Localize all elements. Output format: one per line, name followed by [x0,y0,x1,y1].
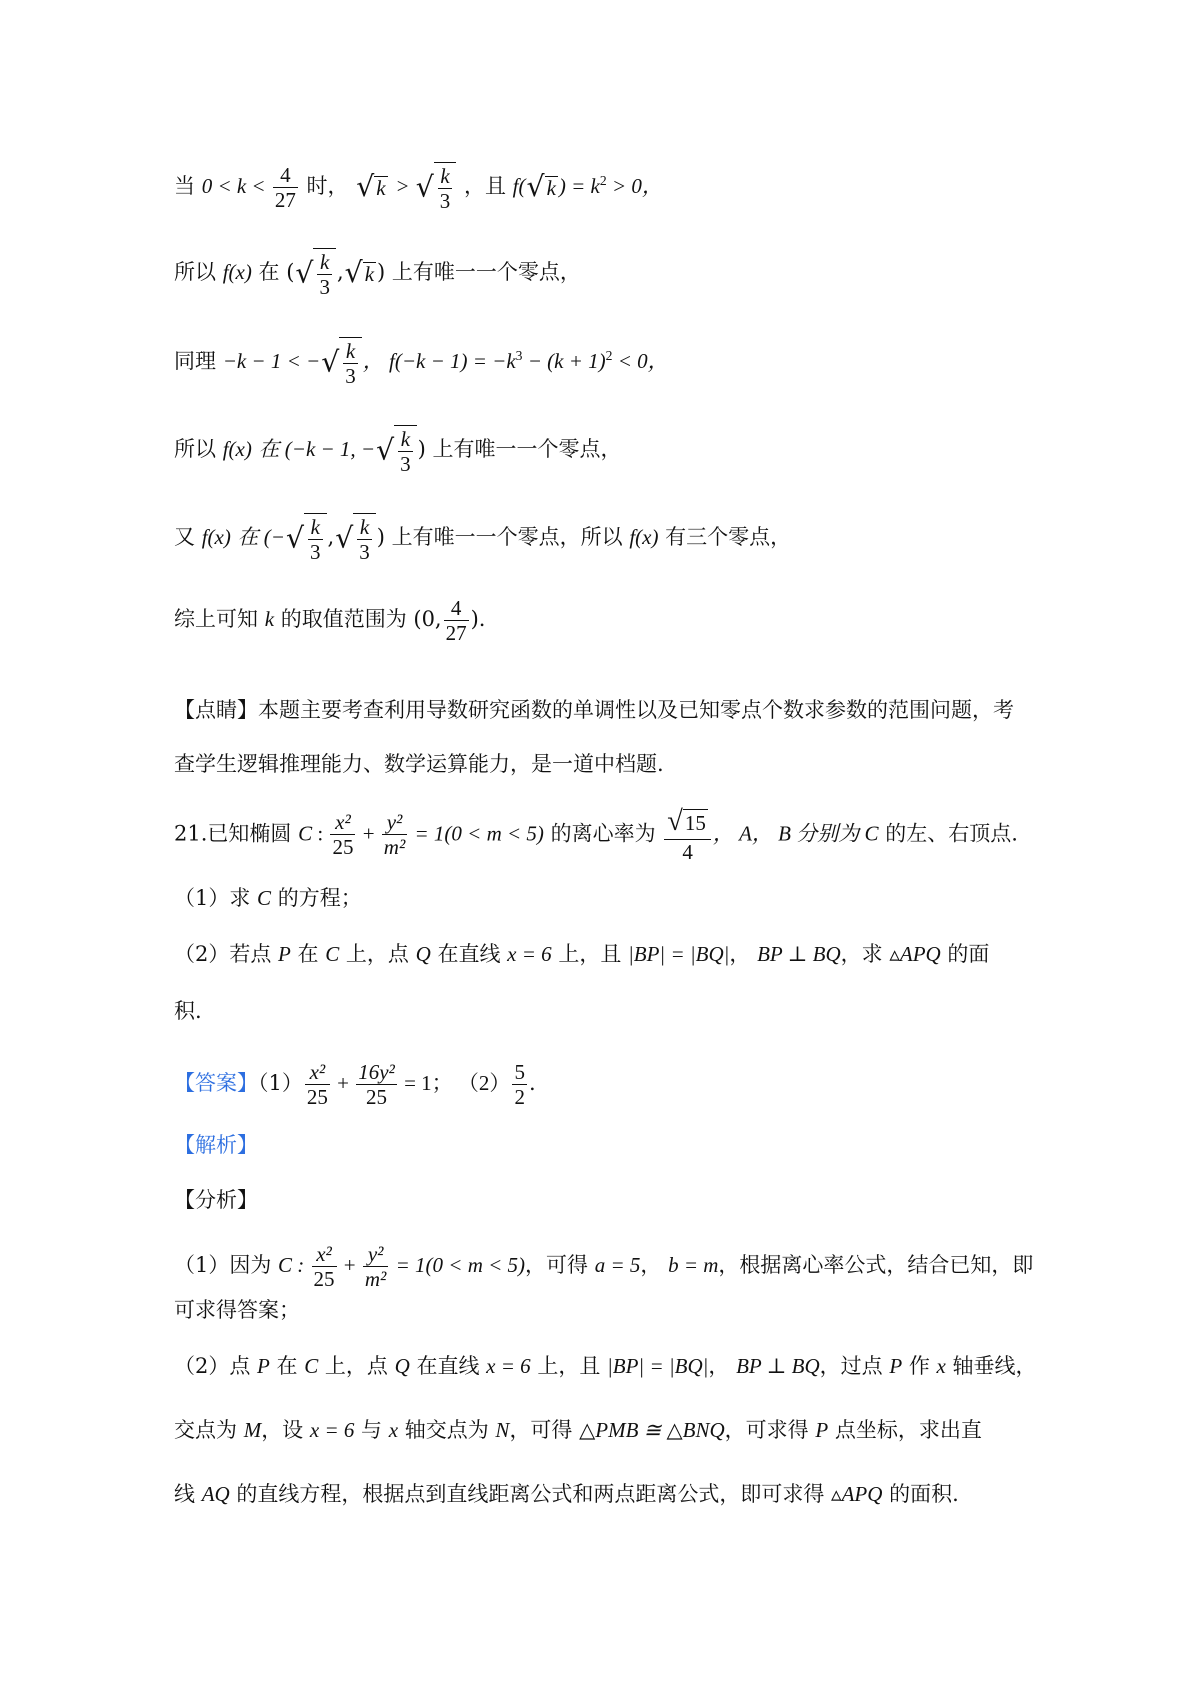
math: k [264,607,275,632]
line-conclusion [174,596,485,645]
sqrt: √k [356,170,386,204]
text: 当 [174,174,195,199]
text: 又 [174,525,202,550]
text: 所以 [174,260,223,285]
problem-part-2: （2）若点 P 在 C 上，点 Q 在直线 x = 6 上，且 |BP| = |BQ|， BP ⊥ BQ，求 ▵APQ 的面 [174,942,990,966]
analysis-part-1: （1）因为 C : $\frac{\text{x²}}{25}$ + $\frac{\text{y²}}{\text{m²}}$ = 1(0 < m < 5)，可得 a = 5， b = m，根据离心率公式，结合已知，即 [174,1242,1034,1292]
line-similarly: 同理 −k − 1 < −√ $\frac{k}{3}$ ， $f(-k - 1) = -k^3 - (k + 1)^2 < 0$， [174,339,669,389]
text: ) 上有唯一一个零点，所以 [376,525,630,550]
line-unique-zero-2 [174,425,622,476]
comment-line-2: 查学生逻辑推理能力、数学运算能力，是一道中档题. [174,752,664,776]
analysis-part-2-cont: 交点为 M，设 x = 6 与 x 轴交点为 N，可得 △PMB ≅ △BNQ，可求得 P 点坐标，求出直 [174,1418,982,1442]
text: ，且 [463,174,513,199]
math: −k − 1 < − [222,349,321,374]
answer-line: 【答案】（1） $\frac{\text{x²}}{25}$ + $\frac{\text{16y²}}{25}$ = 1； （2） $\frac{5}{2}$ . [174,1060,536,1110]
text: 有三个零点， [658,525,792,550]
analysis-part-1-cont: 可求得答案； [174,1298,300,1322]
comment-line-1: 【点睛】本题主要考查利用导数研究函数的单调性以及已知零点个数求参数的范围问题，考 [174,698,1014,722]
sqrt: √k [526,170,556,204]
superscript: 2 [599,173,607,189]
fraction: $\frac{\text{16y²}}{25}$ [358,1060,395,1110]
math: ) = k [558,174,600,199]
text: 21.已知椭圆 [174,821,299,846]
text: 在 ( [258,260,295,285]
sqrt: √ $\frac{k}{3}$ [286,513,327,564]
text: 的左、右顶点. [878,821,1018,846]
line-condition-k [174,162,663,213]
text: 的取值范围为 (0, [280,607,442,632]
text: 所以 [174,437,223,462]
text: ). [470,607,486,632]
fraction: $\frac{4}{27}$ [445,596,467,646]
math: f(x) [222,260,252,285]
fraction: $\frac{\text{x²}}{25}$ [313,1242,335,1292]
analysis-part-2: （2）点 P 在 C 上，点 Q 在直线 x = 6 上，且 |BP| = |BQ|， BP ⊥ BQ，过点 P 作 x 轴垂线， [174,1354,1037,1378]
math: ， f(−k − 1) = −k [362,349,516,374]
math: f(x) [222,437,252,462]
sqrt: √k [344,256,375,290]
math: 0 < k < [201,174,271,199]
fraction: $\frac{\text{y²}}{\text{m²}}$ [383,810,406,860]
analysis-tag: 【解析】 [174,1133,258,1157]
sqrt: √ $\frac{k}{3}$ [416,162,457,213]
math: f( [512,174,526,199]
problem-part-2-cont: 积. [174,999,202,1023]
fraction: $\frac{\text{y²}}{\text{m²}}$ [364,1242,387,1292]
fraction: $\frac{4}{27}$ [274,163,296,213]
sqrt: √ $\frac{k}{3}$ [321,337,362,388]
math: > 0， [606,174,663,199]
math: 在 (−k − 1, − [258,437,376,462]
text: ) 上有唯一一个零点， [417,437,622,462]
math: 在 (− [237,525,285,550]
fraction: $\frac{\text{x²}}{25}$ [306,1060,328,1110]
sqrt: √ $\frac{k}{3}$ [295,248,336,299]
line-three-zeros: 又 f(x) 在 (−√ $\frac{k}{3}$ ,√ $\frac{k}{3}$ ) 上有唯一一个零点，所以 f(x) 有三个零点， [174,515,792,565]
text: 的离心率为 [543,821,663,846]
problem-part-1: （1）求 C 的方程； [174,886,362,910]
math: f(x) [201,525,231,550]
text: 综上可知 [174,607,265,632]
text: 同理 [174,349,223,374]
fraction: $\frac{\text{x²}}{25}$ [332,810,354,860]
fraction: $\frac{5}{2}$ [514,1060,525,1110]
text: ) 上有唯一一个零点， [377,260,581,285]
line-unique-zero-1: 所以 f(x) 在 (√ $\frac{k}{3}$ ,√k ) 上有唯一一个零点， [174,250,581,300]
math: > [395,174,415,199]
answer-tag: 【答案】 [174,1071,258,1096]
analysis-sub-tag: 【分析】 [174,1188,258,1212]
text: 时， [306,174,349,199]
sqrt: √ $\frac{k}{3}$ [376,425,417,476]
fraction: $\frac{√15}{4}$ [664,806,711,864]
problem-21-statement: 21.已知椭圆 C : $\frac{\text{x²}}{25}$ + $\frac{\text{y²}}{\text{m²}}$ = 1(0 < m < 5) 的离心率为 $\frac{√15}{4}$ ， A， B 分别为 C 的左、右顶点. [174,806,1018,864]
math: f(x) [629,525,659,550]
analysis-part-2-end: 线 AQ 的直线方程，根据点到直线距离公式和两点距离公式，即可求得 ▵APQ 的面积. [174,1482,959,1506]
math: − (k + 1) [522,349,606,374]
sqrt: √ $\frac{k}{3}$ [335,513,376,564]
math: < 0， [612,349,669,374]
